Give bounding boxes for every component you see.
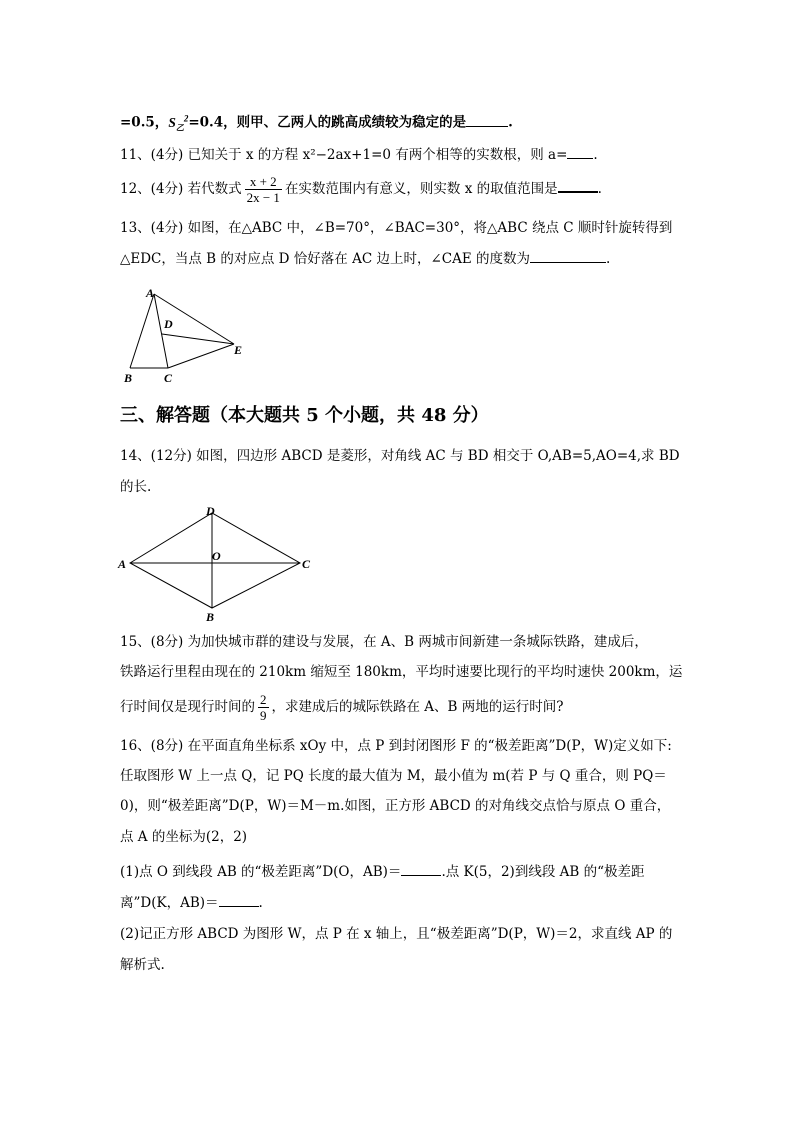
q12-answer-blank: [558, 177, 598, 193]
q11-text: 11、(4分) 已知关于 x 的方程 x²−2ax+1=0 有两个相等的实数根，则 a=: [120, 147, 568, 163]
segment-CE: [168, 344, 234, 368]
q16-line2: 任取图形 W 上一点 Q，记 PQ 长度的最大值为 M，最小值为 m(若 P 与 Q 重合，则 PQ＝: [120, 768, 667, 784]
q12-text-before: 12、(4分) 若代数式: [120, 181, 242, 197]
q16-line4: 点 A 的坐标为(2，2): [120, 829, 248, 845]
variance-symbol: $S_乙^2$: [168, 113, 189, 133]
q16-part2-line1: (2)记正方形 ABCD 为图形 W，点 P 在 x 轴上，且“极差距离”D(P，W)＝2，求直线 AP 的: [120, 926, 673, 942]
q16-blank-2: [219, 892, 259, 907]
q15-fraction: [258, 692, 269, 723]
q14-line2: 的长.: [120, 479, 152, 495]
q15-text-before: 行时间仅是现行时间的: [120, 699, 255, 715]
q13-answer-blank: [530, 248, 606, 263]
segment-AC: [154, 294, 168, 368]
q16-blank-1: [401, 861, 441, 876]
label-D: D: [164, 317, 173, 331]
q15-line1: 15、(8分) 为加快城市群的建设与发展，在 A、B 两城市间新建一条城际铁路，建成后，: [120, 634, 648, 650]
q15-line3: [120, 690, 564, 724]
q10-answer-blank: [466, 112, 508, 127]
label-E: E: [234, 343, 243, 357]
section-heading: 三、解答题（本大题共 5 个小题，共 48 分）: [120, 405, 489, 426]
q12-denominator: 2x − 1: [246, 190, 280, 205]
q16-line3: 0)，则“极差距离”D(P，W)＝M－m.如图，正方形 ABCD 的对角线交点恰与原点 O 重合，: [120, 798, 671, 814]
q10-prefix: =0.5，: [120, 114, 169, 131]
q10-text: =0.4，则甲、乙两人的跳高成绩较为稳定的是: [188, 114, 467, 131]
q15-line2: 铁路运行里程由现在的 210km 缩短至 180km，平均时速要比现行的平均时速快 200km，运: [120, 664, 683, 680]
label-C: C: [302, 557, 311, 571]
q14-rhombus-figure: [116, 502, 322, 624]
q12-text-after: 在实数范围内有意义，则实数 x 的取值范围是: [284, 181, 558, 197]
segment-DE: [162, 334, 234, 344]
q10-line: =0.5，$S_乙^2=0.4$，则甲、乙两人的跳高成绩较为稳定的是 .: [120, 113, 513, 133]
q13-text: △EDC，当点 B 的对应点 D 恰好落在 AC 边上时，∠CAE 的度数为: [120, 251, 530, 267]
q11-line: 11、(4分) 已知关于 x 的方程 x²−2ax+1=0 有两个相等的实数根，则 a= .: [120, 144, 598, 165]
q16-line1: 16、(8分) 在平面直角坐标系 xOy 中，点 P 到封闭图形 F 的“极差距离”D(P，W)定义如下:: [120, 738, 672, 754]
q13-triangle-figure: [118, 284, 258, 388]
q13-line1: 13、(4分) 如图，在△ABC 中，∠B=70°，∠BAC=30°，将△ABC 绕点 C 顺时针旋转得到: [120, 220, 673, 236]
label-O: O: [212, 549, 221, 563]
segment-AB: [130, 294, 154, 368]
q13-line2: △EDC，当点 B 的对应点 D 恰好落在 AC 边上时，∠CAE 的度数为 .: [120, 248, 610, 269]
label-A: A: [118, 557, 127, 571]
q16-part2-line2: 解析式.: [120, 957, 165, 973]
q12-line: 12、(4分) 若代数式 $\frac{x + 2}{2x - 1}$ 在实数范围内有意义，则实数 x 的取值范围是 .: [120, 174, 602, 205]
q15-denominator: 9: [260, 708, 267, 723]
q16-part1-line2: 离”D(K，AB)＝ .: [120, 892, 263, 913]
label-B: B: [206, 610, 215, 624]
q12-fraction: [245, 174, 282, 205]
q15-text-after: ，求建成后的城际铁路在 A、B 两地的运行时间?: [271, 699, 564, 715]
q15-numerator: 2: [260, 692, 267, 707]
q12-numerator: x + 2: [245, 174, 282, 190]
q14-line1: 14、(12分) 如图，四边形 ABCD 是菱形，对角线 AC 与 BD 相交于 O,AB=5,AO=4,求 BD: [120, 448, 680, 464]
label-C: C: [164, 371, 173, 385]
q11-answer-blank: [567, 144, 593, 159]
q16-part1-line1: (1)点 O 到线段 AB 的“极差距离”D(O，AB)＝ .点 K(5，2)到线段 AB 的“极差距: [120, 861, 644, 882]
label-D: D: [206, 504, 215, 518]
label-B: B: [124, 371, 133, 385]
label-A: A: [146, 286, 155, 300]
